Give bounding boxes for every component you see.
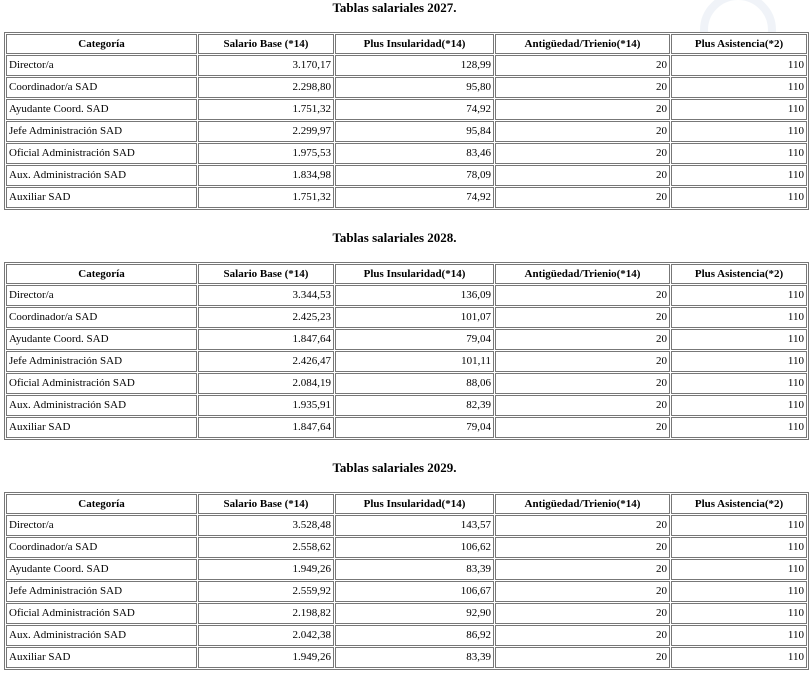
cell-plus-insularidad: 101,07 bbox=[335, 307, 494, 328]
cell-antiguedad: 20 bbox=[495, 329, 670, 350]
cell-salario-base: 2.425,23 bbox=[198, 307, 334, 328]
header-antiguedad: Antigüedad/Trienio(*14) bbox=[495, 264, 670, 284]
salary-table-2028 bbox=[4, 262, 809, 440]
cell-salario-base: 1.834,98 bbox=[198, 165, 334, 186]
table-row bbox=[6, 77, 807, 98]
cell-plus-insularidad: 101,11 bbox=[335, 351, 494, 372]
header-categoria: Categoría bbox=[6, 494, 197, 514]
table-row bbox=[6, 603, 807, 624]
table-row bbox=[6, 515, 807, 536]
cell-plus-insularidad: 136,09 bbox=[335, 285, 494, 306]
cell-categoria: Ayudante Coord. SAD bbox=[6, 559, 197, 580]
cell-plus-insularidad: 79,04 bbox=[335, 417, 494, 438]
cell-categoria: Oficial Administración SAD bbox=[6, 603, 197, 624]
cell-categoria: Aux. Administración SAD bbox=[6, 395, 197, 416]
cell-antiguedad: 20 bbox=[495, 285, 670, 306]
cell-plus-insularidad: 106,62 bbox=[335, 537, 494, 558]
cell-salario-base: 1.751,32 bbox=[198, 187, 334, 208]
cell-categoria: Oficial Administración SAD bbox=[6, 373, 197, 394]
cell-plus-insularidad: 83,46 bbox=[335, 143, 494, 164]
cell-antiguedad: 20 bbox=[495, 373, 670, 394]
cell-plus-insularidad: 106,67 bbox=[335, 581, 494, 602]
cell-antiguedad: 20 bbox=[495, 187, 670, 208]
cell-salario-base: 2.558,62 bbox=[198, 537, 334, 558]
table-row bbox=[6, 559, 807, 580]
header-categoria: Categoría bbox=[6, 264, 197, 284]
cell-categoria: Coordinador/a SAD bbox=[6, 537, 197, 558]
cell-categoria: Jefe Administración SAD bbox=[6, 351, 197, 372]
table-title-2028: Tablas salariales 2028. bbox=[332, 230, 457, 245]
cell-antiguedad: 20 bbox=[495, 395, 670, 416]
cell-plus-insularidad: 95,80 bbox=[335, 77, 494, 98]
cell-plus-asistencia: 110 bbox=[671, 143, 807, 164]
cell-antiguedad: 20 bbox=[495, 351, 670, 372]
cell-plus-insularidad: 92,90 bbox=[335, 603, 494, 624]
cell-plus-asistencia: 110 bbox=[671, 77, 807, 98]
cell-salario-base: 1.751,32 bbox=[198, 99, 334, 120]
table-row bbox=[6, 187, 807, 208]
cell-antiguedad: 20 bbox=[495, 625, 670, 646]
header-plus-insularidad: Plus Insularidad(*14) bbox=[335, 264, 494, 284]
header-antiguedad: Antigüedad/Trienio(*14) bbox=[495, 494, 670, 514]
header-salario-base: Salario Base (*14) bbox=[198, 264, 334, 284]
cell-salario-base: 1.949,26 bbox=[198, 647, 334, 668]
cell-antiguedad: 20 bbox=[495, 515, 670, 536]
table-header-row bbox=[6, 264, 807, 284]
cell-plus-insularidad: 74,92 bbox=[335, 187, 494, 208]
cell-antiguedad: 20 bbox=[495, 647, 670, 668]
cell-plus-asistencia: 110 bbox=[671, 307, 807, 328]
table-row bbox=[6, 121, 807, 142]
cell-plus-asistencia: 110 bbox=[671, 581, 807, 602]
table-row bbox=[6, 373, 807, 394]
cell-plus-asistencia: 110 bbox=[671, 625, 807, 646]
cell-plus-insularidad: 143,57 bbox=[335, 515, 494, 536]
table-row bbox=[6, 625, 807, 646]
cell-categoria: Jefe Administración SAD bbox=[6, 121, 197, 142]
cell-categoria: Auxiliar SAD bbox=[6, 647, 197, 668]
cell-plus-asistencia: 110 bbox=[671, 121, 807, 142]
cell-plus-insularidad: 83,39 bbox=[335, 647, 494, 668]
cell-salario-base: 2.559,92 bbox=[198, 581, 334, 602]
header-antiguedad: Antigüedad/Trienio(*14) bbox=[495, 34, 670, 54]
cell-antiguedad: 20 bbox=[495, 417, 670, 438]
cell-plus-asistencia: 110 bbox=[671, 515, 807, 536]
cell-antiguedad: 20 bbox=[495, 307, 670, 328]
header-plus-asistencia: Plus Asistencia(*2) bbox=[671, 494, 807, 514]
cell-plus-asistencia: 110 bbox=[671, 329, 807, 350]
cell-plus-asistencia: 110 bbox=[671, 417, 807, 438]
cell-categoria: Auxiliar SAD bbox=[6, 187, 197, 208]
header-plus-asistencia: Plus Asistencia(*2) bbox=[671, 264, 807, 284]
table-row bbox=[6, 537, 807, 558]
cell-salario-base: 2.042,38 bbox=[198, 625, 334, 646]
cell-salario-base: 2.299,97 bbox=[198, 121, 334, 142]
table-title-2029: Tablas salariales 2029. bbox=[332, 460, 457, 475]
cell-salario-base: 1.935,91 bbox=[198, 395, 334, 416]
cell-categoria: Auxiliar SAD bbox=[6, 417, 197, 438]
table-header-row bbox=[6, 34, 807, 54]
cell-plus-asistencia: 110 bbox=[671, 351, 807, 372]
cell-antiguedad: 20 bbox=[495, 559, 670, 580]
cell-plus-insularidad: 79,04 bbox=[335, 329, 494, 350]
cell-antiguedad: 20 bbox=[495, 77, 670, 98]
cell-plus-asistencia: 110 bbox=[671, 647, 807, 668]
header-categoria: Categoría bbox=[6, 34, 197, 54]
table-row bbox=[6, 285, 807, 306]
cell-salario-base: 2.084,19 bbox=[198, 373, 334, 394]
header-plus-insularidad: Plus Insularidad(*14) bbox=[335, 494, 494, 514]
cell-categoria: Oficial Administración SAD bbox=[6, 143, 197, 164]
cell-plus-insularidad: 82,39 bbox=[335, 395, 494, 416]
table-row bbox=[6, 329, 807, 350]
cell-antiguedad: 20 bbox=[495, 143, 670, 164]
table-row bbox=[6, 647, 807, 668]
cell-categoria: Director/a bbox=[6, 285, 197, 306]
cell-plus-asistencia: 110 bbox=[671, 55, 807, 76]
cell-categoria: Aux. Administración SAD bbox=[6, 625, 197, 646]
cell-plus-asistencia: 110 bbox=[671, 187, 807, 208]
cell-antiguedad: 20 bbox=[495, 121, 670, 142]
cell-antiguedad: 20 bbox=[495, 581, 670, 602]
cell-plus-asistencia: 110 bbox=[671, 395, 807, 416]
cell-antiguedad: 20 bbox=[495, 99, 670, 120]
cell-plus-insularidad: 95,84 bbox=[335, 121, 494, 142]
cell-antiguedad: 20 bbox=[495, 537, 670, 558]
table-row bbox=[6, 143, 807, 164]
cell-categoria: Coordinador/a SAD bbox=[6, 307, 197, 328]
table-row bbox=[6, 307, 807, 328]
cell-plus-asistencia: 110 bbox=[671, 99, 807, 120]
cell-plus-asistencia: 110 bbox=[671, 603, 807, 624]
cell-salario-base: 3.170,17 bbox=[198, 55, 334, 76]
cell-plus-asistencia: 110 bbox=[671, 285, 807, 306]
cell-plus-asistencia: 110 bbox=[671, 373, 807, 394]
cell-plus-insularidad: 128,99 bbox=[335, 55, 494, 76]
cell-antiguedad: 20 bbox=[495, 603, 670, 624]
cell-plus-insularidad: 88,06 bbox=[335, 373, 494, 394]
cell-plus-asistencia: 110 bbox=[671, 559, 807, 580]
header-plus-asistencia: Plus Asistencia(*2) bbox=[671, 34, 807, 54]
table-row bbox=[6, 395, 807, 416]
salary-table-2027 bbox=[4, 32, 809, 210]
cell-categoria: Ayudante Coord. SAD bbox=[6, 329, 197, 350]
header-plus-insularidad: Plus Insularidad(*14) bbox=[335, 34, 494, 54]
cell-categoria: Aux. Administración SAD bbox=[6, 165, 197, 186]
cell-categoria: Director/a bbox=[6, 55, 197, 76]
cell-salario-base: 2.298,80 bbox=[198, 77, 334, 98]
cell-plus-asistencia: 110 bbox=[671, 537, 807, 558]
cell-plus-insularidad: 74,92 bbox=[335, 99, 494, 120]
table-header-row bbox=[6, 494, 807, 514]
header-salario-base: Salario Base (*14) bbox=[198, 494, 334, 514]
table-row bbox=[6, 581, 807, 602]
cell-categoria: Jefe Administración SAD bbox=[6, 581, 197, 602]
cell-salario-base: 1.975,53 bbox=[198, 143, 334, 164]
cell-plus-insularidad: 78,09 bbox=[335, 165, 494, 186]
header-salario-base: Salario Base (*14) bbox=[198, 34, 334, 54]
table-title-2027: Tablas salariales 2027. bbox=[332, 0, 457, 15]
cell-salario-base: 3.344,53 bbox=[198, 285, 334, 306]
cell-salario-base: 3.528,48 bbox=[198, 515, 334, 536]
cell-salario-base: 2.198,82 bbox=[198, 603, 334, 624]
cell-categoria: Coordinador/a SAD bbox=[6, 77, 197, 98]
table-row bbox=[6, 351, 807, 372]
cell-salario-base: 1.949,26 bbox=[198, 559, 334, 580]
cell-salario-base: 2.426,47 bbox=[198, 351, 334, 372]
table-row bbox=[6, 417, 807, 438]
table-row bbox=[6, 55, 807, 76]
cell-categoria: Ayudante Coord. SAD bbox=[6, 99, 197, 120]
cell-antiguedad: 20 bbox=[495, 165, 670, 186]
table-row bbox=[6, 165, 807, 186]
cell-salario-base: 1.847,64 bbox=[198, 417, 334, 438]
cell-antiguedad: 20 bbox=[495, 55, 670, 76]
cell-salario-base: 1.847,64 bbox=[198, 329, 334, 350]
salary-table-2029 bbox=[4, 492, 809, 670]
table-row bbox=[6, 99, 807, 120]
salary-table-2028-section bbox=[4, 230, 804, 440]
salary-table-2029-section bbox=[4, 460, 804, 670]
cell-categoria: Director/a bbox=[6, 515, 197, 536]
cell-plus-insularidad: 83,39 bbox=[335, 559, 494, 580]
salary-table-2027-section bbox=[4, 0, 804, 210]
cell-plus-insularidad: 86,92 bbox=[335, 625, 494, 646]
cell-plus-asistencia: 110 bbox=[671, 165, 807, 186]
